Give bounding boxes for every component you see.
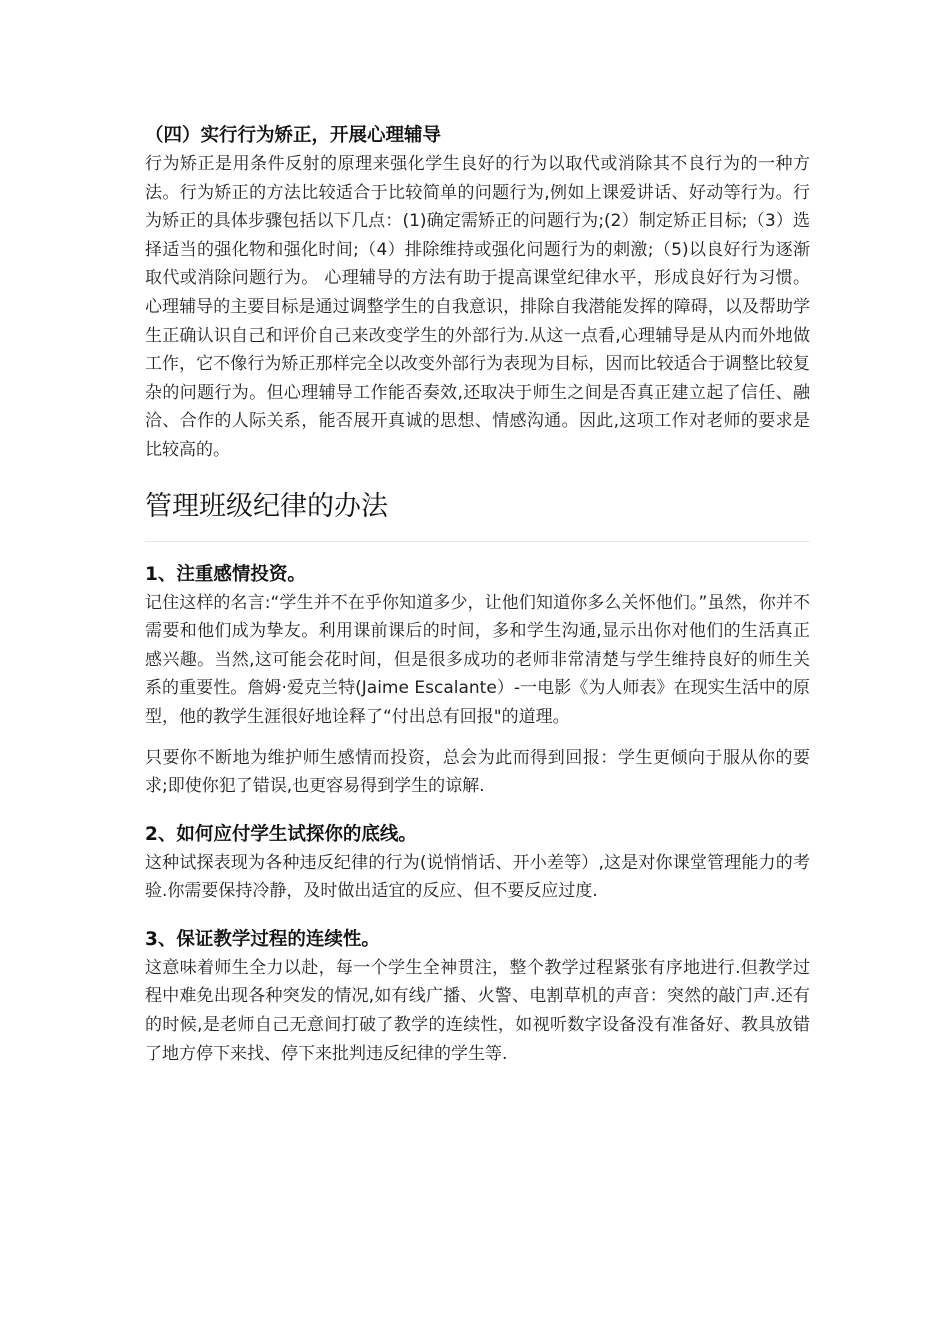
heading-divider [145, 541, 810, 542]
section-four-body: 行为矫正是用条件反射的原理来强化学生良好的行为以取代或消除其不良行为的一种方法。行为矫正的方法比较适合于比较简单的问题行为,例如上课爱讲话、好动等行为。行为矫正的具体步骤包括以下几点：(1)确定需矫正的问题行为;(2）制定矫正目标;（3）选择适当的强化物和强化时间;（4）排除维持或强化问题行为的刺激;（5)以良好行为逐渐取代或消除问题行为。 心理辅导的方法有助于提高课堂纪律水平，形成良好行为习惯。心理辅导的主要目标是通过调整学生的自我意识，排除自我潜能发挥的障碍，以及帮助学生正确认识自己和评价自己来改变学生的外部行为.从这一点看,心理辅导是从内而外地做工作，它不像行为矫正那样完全以改变外部行为表现为目标，因而比较适合于调整比较复杂的问题行为。但心理辅导工作能否奏效,还取决于师生之间是否真正建立起了信任、融洽、合作的人际关系，能否展开真诚的思想、情感沟通。因此,这项工作对老师的要求是比较高的。 [145, 154, 810, 460]
item-3-heading: 3、保证教学过程的连续性。 [145, 928, 380, 950]
document-page [145, 122, 810, 1068]
item-2 [145, 821, 810, 906]
item-1-paragraph-2: 只要你不断地为维护师生感情而投资，总会为此而得到回报：学生更倾向于服从你的要求;即使你犯了错误,也更容易得到学生的谅解. [145, 747, 810, 797]
item-1 [145, 561, 810, 801]
section-four-heading: （四）实行行为矫正，开展心理辅导 [145, 125, 442, 146]
main-heading: 管理班级纪律的办法 [145, 490, 388, 522]
item-2-body: 这种试探表现为各种违反纪律的行为(说悄悄话、开小差等）,这是对你课堂管理能力的考验.你需要保持冷静，及时做出适宜的反应、但不要反应过度. [145, 852, 810, 902]
item-2-heading: 2、如何应付学生试探你的底线。 [145, 823, 417, 845]
section-four [145, 122, 810, 465]
item-1-heading: 1、注重感情投资。 [145, 563, 306, 585]
item-3 [145, 926, 810, 1068]
item-3-body: 这意味着师生全力以赴，每一个学生全神贯注，整个教学过程紧张有序地进行.但教学过程中难免出现各种突发的情况,如有线广播、火警、电割草机的声音：突然的敲门声.还有的时候,是老师自己无意间打破了教学的连续性，如视听数字设备没有准备好、教具放错了地方停下来找、停下来批判违反纪律的学生等. [145, 957, 810, 1064]
item-1-paragraph-1: 记住这样的名言:“学生并不在乎你知道多少，让他们知道你多么关怀他们。”虽然，你并不需要和他们成为挚友。利用课前课后的时间，多和学生沟通,显示出你对他们的生活真正感兴趣。当然,这可能会花时间，但是很多成功的老师非常清楚与学生维持良好的师生关系的重要性。詹姆·爱克兰特(Jaime Escalante）-一电影《为人师表》在现实生活中的原型，他的教学生涯很好地诠释了“付出总有回报"的道理。 [145, 592, 810, 727]
